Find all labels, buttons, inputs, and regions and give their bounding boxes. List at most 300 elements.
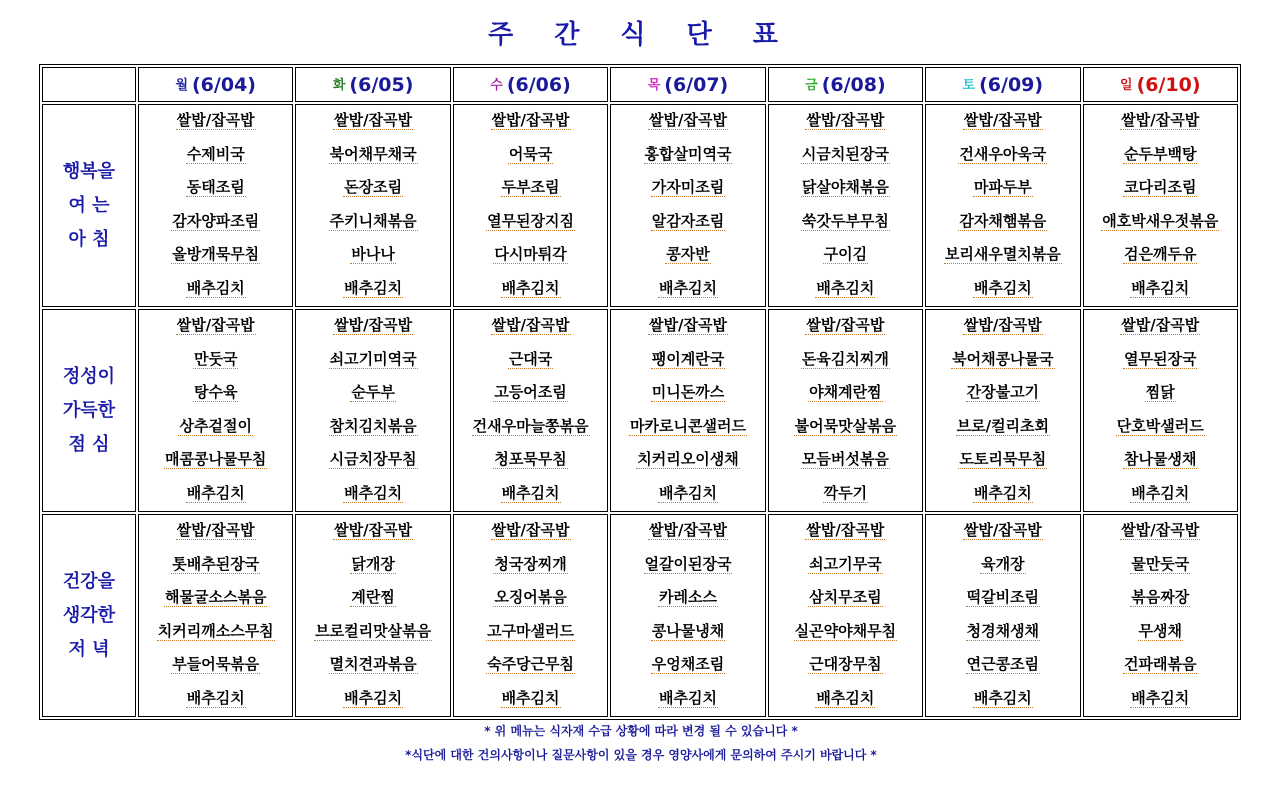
day-date: (6/05) bbox=[349, 73, 414, 96]
menu-item bbox=[926, 105, 1079, 139]
menu-item-text: 미니돈까스 bbox=[651, 383, 725, 401]
menu-item bbox=[926, 206, 1079, 240]
menu-item-text: 돈장조림 bbox=[344, 178, 403, 196]
menu-item bbox=[769, 139, 922, 173]
menu-item bbox=[1084, 582, 1237, 616]
menu-item-text: 쌀밥/잡곡밥 bbox=[491, 521, 570, 539]
menu-item bbox=[139, 616, 292, 650]
menu-item bbox=[926, 172, 1079, 206]
menu-item bbox=[296, 616, 449, 650]
menu-item-text: 건파래볶음 bbox=[1124, 655, 1197, 673]
menu-item-text: 쌀밥/잡곡밥 bbox=[806, 111, 885, 129]
day-header bbox=[610, 67, 765, 102]
menu-item bbox=[296, 344, 449, 378]
menu-item-text: 간장불고기 bbox=[966, 383, 1040, 401]
menu-item bbox=[611, 206, 764, 240]
menu-cell bbox=[1083, 514, 1238, 717]
menu-item bbox=[296, 444, 449, 478]
menu-item bbox=[926, 239, 1079, 273]
menu-item-text: 청경채생채 bbox=[966, 621, 1040, 640]
menu-item-text: 쌀밥/잡곡밥 bbox=[806, 316, 885, 334]
menu-item bbox=[296, 377, 449, 411]
menu-item bbox=[769, 273, 922, 307]
menu-cell bbox=[453, 104, 608, 307]
day-header bbox=[138, 67, 293, 102]
menu-item-text: 열무된장지짐 bbox=[487, 211, 575, 230]
menu-item bbox=[296, 105, 449, 139]
menu-item bbox=[926, 444, 1079, 478]
menu-item bbox=[611, 549, 764, 583]
meal-label-cell bbox=[42, 104, 136, 307]
meal-label-line: 여 는 bbox=[68, 194, 110, 216]
meal-label-line: 정성이 bbox=[62, 365, 116, 387]
menu-item-text: 우엉채조림 bbox=[651, 655, 725, 673]
menu-item-text: 쌀밥/잡곡밥 bbox=[1121, 521, 1200, 539]
menu-item bbox=[1084, 377, 1237, 411]
day-header bbox=[925, 67, 1080, 102]
menu-item-text: 마파두부 bbox=[973, 178, 1032, 196]
menu-item bbox=[139, 139, 292, 173]
menu-item bbox=[454, 616, 607, 650]
menu-item-text: 감자양파조림 bbox=[172, 211, 260, 230]
menu-cell bbox=[610, 104, 765, 307]
menu-item-text: 쌀밥/잡곡밥 bbox=[176, 111, 255, 129]
menu-item bbox=[454, 206, 607, 240]
menu-item bbox=[296, 172, 449, 206]
menu-item-text: 쌀밥/잡곡밥 bbox=[963, 316, 1042, 334]
menu-cell bbox=[138, 309, 293, 512]
menu-item bbox=[454, 139, 607, 173]
menu-item-text: 쌀밥/잡곡밥 bbox=[176, 316, 255, 334]
menu-item-text: 배추김치 bbox=[1131, 278, 1190, 297]
menu-item bbox=[454, 377, 607, 411]
menu-item-text: 쌀밥/잡곡밥 bbox=[491, 316, 570, 334]
menu-item-text: 상추겉절이 bbox=[179, 416, 252, 435]
menu-item bbox=[454, 549, 607, 583]
menu-item bbox=[926, 649, 1079, 683]
menu-item-text: 홍합살미역국 bbox=[644, 144, 732, 163]
menu-item bbox=[769, 105, 922, 139]
menu-item-text: 모듬버섯볶음 bbox=[801, 450, 889, 468]
menu-item bbox=[769, 582, 922, 616]
menu-item-text: 쌀밥/잡곡밥 bbox=[649, 316, 727, 334]
menu-item bbox=[1084, 172, 1237, 206]
day-date: (6/09) bbox=[979, 73, 1044, 96]
menu-item bbox=[1084, 478, 1237, 512]
menu-item-text: 마카로니콘샐러드 bbox=[630, 416, 746, 435]
menu-item-text: 오징어볶음 bbox=[494, 588, 567, 606]
weekly-menu-table bbox=[39, 64, 1241, 720]
menu-item bbox=[611, 616, 764, 650]
menu-cell bbox=[610, 514, 765, 717]
menu-cell bbox=[295, 104, 450, 307]
menu-item-text: 배추김치 bbox=[1131, 688, 1190, 707]
menu-item bbox=[769, 206, 922, 240]
menu-item bbox=[611, 310, 764, 344]
day-date: (6/10) bbox=[1136, 73, 1201, 96]
menu-item bbox=[139, 683, 292, 717]
day-header-row bbox=[42, 67, 1238, 102]
menu-item bbox=[611, 139, 764, 173]
menu-item bbox=[926, 310, 1079, 344]
menu-item-text: 어묵국 bbox=[508, 144, 553, 163]
menu-item bbox=[296, 549, 449, 583]
menu-item bbox=[926, 344, 1079, 378]
menu-item-text: 깍두기 bbox=[823, 483, 868, 502]
menu-item bbox=[454, 478, 607, 512]
menu-item bbox=[611, 273, 764, 307]
menu-item bbox=[769, 616, 922, 650]
menu-item-text: 배추김치 bbox=[816, 278, 875, 297]
menu-item bbox=[926, 139, 1079, 173]
day-header bbox=[295, 67, 450, 102]
menu-item-text: 코다리조림 bbox=[1124, 178, 1197, 196]
menu-item bbox=[454, 411, 607, 445]
menu-item-text: 연근콩조림 bbox=[966, 655, 1040, 673]
meal-label-cell bbox=[42, 309, 136, 512]
notice-contact-dietitian: *식단에 대한 건의사항이나 질문사항이 있을 경우 영양사에게 문의하여 주시기 바랍니다 * bbox=[405, 748, 877, 762]
menu-item-text: 브로/컬리초회 bbox=[956, 416, 1050, 435]
menu-item bbox=[139, 310, 292, 344]
day-char: 일 bbox=[1120, 77, 1133, 93]
menu-item bbox=[139, 206, 292, 240]
menu-item bbox=[769, 239, 922, 273]
menu-item-text: 순두부 bbox=[351, 383, 395, 401]
menu-item-text: 배추김치 bbox=[1131, 483, 1190, 502]
menu-item-text: 배추김치 bbox=[344, 688, 403, 707]
menu-item-text: 닭살야채볶음 bbox=[801, 178, 889, 196]
day-char: 금 bbox=[805, 77, 818, 93]
menu-item-text: 멸치견과볶음 bbox=[329, 655, 417, 673]
menu-item-text: 주키니채볶음 bbox=[329, 211, 417, 230]
menu-item-text: 쌀밥/잡곡밥 bbox=[491, 111, 570, 129]
menu-item-text: 건새우아욱국 bbox=[959, 144, 1047, 163]
menu-item bbox=[454, 105, 607, 139]
menu-item-text: 북어채콩나물국 bbox=[952, 349, 1054, 368]
menu-item bbox=[769, 444, 922, 478]
menu-item-text: 구이김 bbox=[823, 245, 868, 263]
menu-item bbox=[769, 172, 922, 206]
menu-item bbox=[139, 549, 292, 583]
menu-item bbox=[611, 172, 764, 206]
menu-item-text: 고등어조림 bbox=[494, 383, 567, 401]
menu-item-text: 계란찜 bbox=[351, 588, 395, 606]
menu-item bbox=[926, 683, 1079, 717]
menu-item bbox=[1084, 105, 1237, 139]
menu-item-text: 쌀밥/잡곡밥 bbox=[963, 111, 1042, 129]
menu-item-text: 바나나 bbox=[351, 245, 395, 263]
menu-item-text: 알감자조림 bbox=[651, 211, 725, 230]
menu-item-text: 시금치된장국 bbox=[801, 144, 889, 163]
menu-item bbox=[139, 478, 292, 512]
menu-cell bbox=[295, 309, 450, 512]
menu-item bbox=[139, 344, 292, 378]
menu-item-text: 숙주당근무침 bbox=[487, 655, 575, 673]
menu-item-text: 배추김치 bbox=[658, 688, 717, 707]
menu-item-text: 쌀밥/잡곡밥 bbox=[649, 521, 727, 539]
menu-item bbox=[296, 411, 449, 445]
menu-item-text: 쌀밥/잡곡밥 bbox=[649, 111, 727, 129]
meal-label-line: 생각한 bbox=[62, 604, 116, 626]
menu-item bbox=[769, 377, 922, 411]
menu-item bbox=[454, 344, 607, 378]
menu-item-text: 근대국 bbox=[508, 349, 553, 368]
menu-item-text: 배추김치 bbox=[186, 688, 245, 707]
menu-item-text: 해물굴소스볶음 bbox=[164, 588, 267, 606]
meal-label-line: 아 침 bbox=[68, 228, 110, 250]
menu-item bbox=[454, 515, 607, 549]
menu-item bbox=[139, 411, 292, 445]
menu-item bbox=[926, 616, 1079, 650]
menu-item bbox=[926, 273, 1079, 307]
menu-item bbox=[296, 649, 449, 683]
meal-label-line: 저 녁 bbox=[68, 638, 110, 660]
menu-item-text: 근대장무침 bbox=[809, 655, 882, 673]
menu-item-text: 배추김치 bbox=[816, 688, 875, 707]
menu-item-text: 돈육김치찌개 bbox=[801, 349, 889, 368]
meal-label-line: 점 심 bbox=[68, 433, 110, 455]
menu-cell bbox=[1083, 104, 1238, 307]
menu-item-text: 열무된장국 bbox=[1124, 349, 1197, 368]
menu-item-text: 배추김치 bbox=[973, 278, 1032, 297]
menu-item bbox=[139, 377, 292, 411]
menu-item-text: 치커리오이생채 bbox=[637, 450, 739, 468]
day-header bbox=[768, 67, 923, 102]
menu-item bbox=[454, 273, 607, 307]
menu-cell bbox=[295, 514, 450, 717]
menu-item bbox=[296, 139, 449, 173]
menu-item-text: 배추김치 bbox=[501, 483, 560, 502]
menu-item bbox=[1084, 411, 1237, 445]
menu-item bbox=[769, 411, 922, 445]
meal-row bbox=[42, 514, 1238, 717]
menu-item bbox=[1084, 549, 1237, 583]
menu-item bbox=[611, 105, 764, 139]
menu-cell bbox=[138, 104, 293, 307]
menu-item-text: 배추김치 bbox=[344, 483, 403, 502]
menu-item-text: 북어채무채국 bbox=[329, 144, 417, 163]
menu-item-text: 단호박샐러드 bbox=[1116, 416, 1204, 435]
menu-item bbox=[139, 172, 292, 206]
menu-cell bbox=[925, 514, 1080, 717]
menu-item-text: 건새우마늘쫑볶음 bbox=[472, 416, 589, 435]
menu-item-text: 가자미조림 bbox=[651, 178, 725, 196]
menu-item-text: 순두부백탕 bbox=[1124, 144, 1197, 163]
menu-item-text: 닭개장 bbox=[351, 554, 395, 573]
menu-item-text: 톳배추된장국 bbox=[172, 554, 260, 573]
menu-item-text: 쇠고기무국 bbox=[809, 554, 882, 573]
meal-label-line: 건강을 bbox=[62, 570, 116, 592]
menu-item-text: 배추김치 bbox=[501, 278, 560, 297]
menu-item bbox=[1084, 616, 1237, 650]
menu-item bbox=[1084, 310, 1237, 344]
menu-cell bbox=[768, 104, 923, 307]
menu-cell bbox=[925, 104, 1080, 307]
menu-item-text: 쌀밥/잡곡밥 bbox=[1121, 111, 1200, 129]
corner-cell bbox=[42, 67, 136, 102]
menu-item bbox=[139, 105, 292, 139]
menu-cell bbox=[453, 309, 608, 512]
menu-item bbox=[611, 377, 764, 411]
menu-item-text: 쌀밥/잡곡밥 bbox=[806, 521, 885, 539]
day-date: (6/08) bbox=[821, 73, 886, 96]
menu-item-text: 배추김치 bbox=[344, 278, 403, 297]
menu-item bbox=[296, 239, 449, 273]
menu-item-text: 올방개묵무침 bbox=[172, 245, 260, 263]
menu-item bbox=[926, 377, 1079, 411]
menu-item-text: 불어묵맛살볶음 bbox=[794, 416, 897, 435]
menu-item-text: 쌀밥/잡곡밥 bbox=[963, 521, 1042, 539]
menu-item-text: 수제비국 bbox=[186, 144, 245, 163]
menu-item bbox=[611, 683, 764, 717]
day-char: 월 bbox=[175, 77, 188, 93]
meal-row bbox=[42, 104, 1238, 307]
menu-item bbox=[296, 515, 449, 549]
menu-item bbox=[769, 310, 922, 344]
menu-cell bbox=[1083, 309, 1238, 512]
day-date: (6/07) bbox=[664, 73, 729, 96]
menu-item bbox=[454, 582, 607, 616]
menu-item bbox=[139, 239, 292, 273]
menu-item-text: 매콤콩나물무침 bbox=[164, 450, 267, 468]
menu-item-text: 배추김치 bbox=[658, 278, 717, 297]
menu-item bbox=[1084, 239, 1237, 273]
meal-label-line: 가득한 bbox=[62, 399, 116, 421]
day-date: (6/06) bbox=[506, 73, 571, 96]
menu-item bbox=[454, 172, 607, 206]
menu-item bbox=[139, 273, 292, 307]
menu-item-text: 배추김치 bbox=[973, 483, 1032, 502]
menu-item bbox=[139, 515, 292, 549]
menu-item-text: 배추김치 bbox=[501, 688, 560, 707]
menu-item-text: 무생채 bbox=[1138, 621, 1182, 640]
meal-label-line: 행복을 bbox=[62, 160, 116, 182]
menu-item bbox=[1084, 515, 1237, 549]
day-date: (6/04) bbox=[192, 73, 256, 96]
menu-item bbox=[611, 582, 764, 616]
menu-item-text: 삼치무조림 bbox=[809, 588, 882, 606]
menu-item bbox=[926, 478, 1079, 512]
day-header bbox=[453, 67, 608, 102]
menu-item-text: 육개장 bbox=[981, 554, 1025, 573]
menu-item-text: 치커리깨소스무침 bbox=[157, 621, 274, 640]
menu-item-text: 두부조림 bbox=[501, 178, 560, 196]
menu-item-text: 배추김치 bbox=[973, 688, 1032, 707]
menu-item-text: 다시마튀각 bbox=[494, 245, 567, 263]
menu-cell bbox=[138, 514, 293, 717]
menu-item bbox=[454, 649, 607, 683]
menu-item bbox=[926, 515, 1079, 549]
menu-item-text: 만둣국 bbox=[193, 349, 238, 368]
menu-item-text: 애호박새우젓볶음 bbox=[1102, 211, 1219, 230]
menu-cell bbox=[610, 309, 765, 512]
menu-item-text: 쌀밥/잡곡밥 bbox=[334, 521, 413, 539]
menu-item-text: 볶음짜장 bbox=[1131, 588, 1190, 606]
menu-item-text: 물만둣국 bbox=[1131, 554, 1190, 573]
day-char: 화 bbox=[332, 77, 346, 93]
menu-item bbox=[296, 683, 449, 717]
menu-item bbox=[454, 444, 607, 478]
menu-item-text: 실곤약야채무침 bbox=[794, 621, 897, 640]
menu-item-text: 쌀밥/잡곡밥 bbox=[334, 316, 413, 334]
menu-item-text: 팽이계란국 bbox=[651, 349, 725, 368]
menu-item-text: 감자채햄볶음 bbox=[959, 211, 1047, 230]
menu-item bbox=[611, 344, 764, 378]
menu-item bbox=[296, 206, 449, 240]
menu-item-text: 브로컬리맛살볶음 bbox=[315, 621, 432, 640]
menu-item bbox=[611, 444, 764, 478]
menu-item bbox=[296, 478, 449, 512]
menu-item bbox=[1084, 444, 1237, 478]
menu-item-text: 콩나물냉채 bbox=[651, 621, 725, 640]
menu-item bbox=[454, 239, 607, 273]
meal-row bbox=[42, 309, 1238, 512]
menu-item bbox=[769, 478, 922, 512]
menu-item-text: 야채계란찜 bbox=[809, 383, 882, 401]
menu-item-text: 쌀밥/잡곡밥 bbox=[334, 111, 413, 129]
menu-item-text: 쌀밥/잡곡밥 bbox=[1121, 316, 1200, 334]
menu-item-text: 동태조림 bbox=[186, 178, 245, 196]
menu-item-text: 쇠고기미역국 bbox=[329, 349, 417, 368]
menu-item bbox=[611, 649, 764, 683]
menu-item bbox=[926, 411, 1079, 445]
menu-item bbox=[769, 549, 922, 583]
menu-item-text: 시금치장무침 bbox=[329, 450, 417, 468]
menu-item-text: 보리새우멸치볶음 bbox=[944, 245, 1061, 263]
menu-item bbox=[454, 683, 607, 717]
menu-item bbox=[139, 582, 292, 616]
menu-item-text: 배추김치 bbox=[658, 483, 717, 502]
menu-item bbox=[139, 649, 292, 683]
menu-item-text: 참나물생채 bbox=[1124, 450, 1197, 468]
menu-item bbox=[1084, 206, 1237, 240]
menu-item bbox=[769, 344, 922, 378]
day-char: 수 bbox=[490, 77, 503, 93]
menu-item bbox=[611, 239, 764, 273]
menu-item-text: 찜닭 bbox=[1145, 383, 1175, 401]
menu-item bbox=[926, 549, 1079, 583]
menu-item bbox=[611, 478, 764, 512]
menu-item-text: 배추김치 bbox=[186, 278, 245, 297]
day-char: 목 bbox=[647, 77, 661, 93]
menu-item-text: 청국장찌개 bbox=[494, 554, 567, 573]
menu-item-text: 고구마샐러드 bbox=[487, 621, 575, 640]
menu-item bbox=[296, 582, 449, 616]
menu-item-text: 부들어묵볶음 bbox=[172, 655, 260, 673]
page-title: 주 간 식 단 표 bbox=[488, 20, 794, 50]
menu-item bbox=[454, 310, 607, 344]
menu-item-text: 카레소스 bbox=[658, 588, 717, 606]
menu-item bbox=[1084, 273, 1237, 307]
menu-item-text: 쑥갓두부무침 bbox=[801, 211, 889, 230]
menu-item bbox=[1084, 139, 1237, 173]
menu-item bbox=[139, 444, 292, 478]
day-char: 토 bbox=[962, 77, 976, 93]
menu-item bbox=[611, 515, 764, 549]
menu-cell bbox=[768, 309, 923, 512]
menu-item bbox=[296, 273, 449, 307]
menu-item-text: 얼갈이된장국 bbox=[644, 554, 732, 573]
notice-menu-change: * 위 메뉴는 식자재 수급 상황에 따라 변경 될 수 있습니다 * bbox=[484, 724, 798, 738]
menu-item-text: 탕수육 bbox=[193, 383, 238, 401]
menu-item bbox=[769, 649, 922, 683]
menu-item bbox=[769, 515, 922, 549]
menu-item-text: 청포묵무침 bbox=[494, 450, 567, 468]
menu-cell bbox=[925, 309, 1080, 512]
menu-item-text: 검은깨두유 bbox=[1124, 245, 1197, 263]
menu-cell bbox=[453, 514, 608, 717]
menu-item-text: 참치김치볶음 bbox=[329, 416, 417, 435]
